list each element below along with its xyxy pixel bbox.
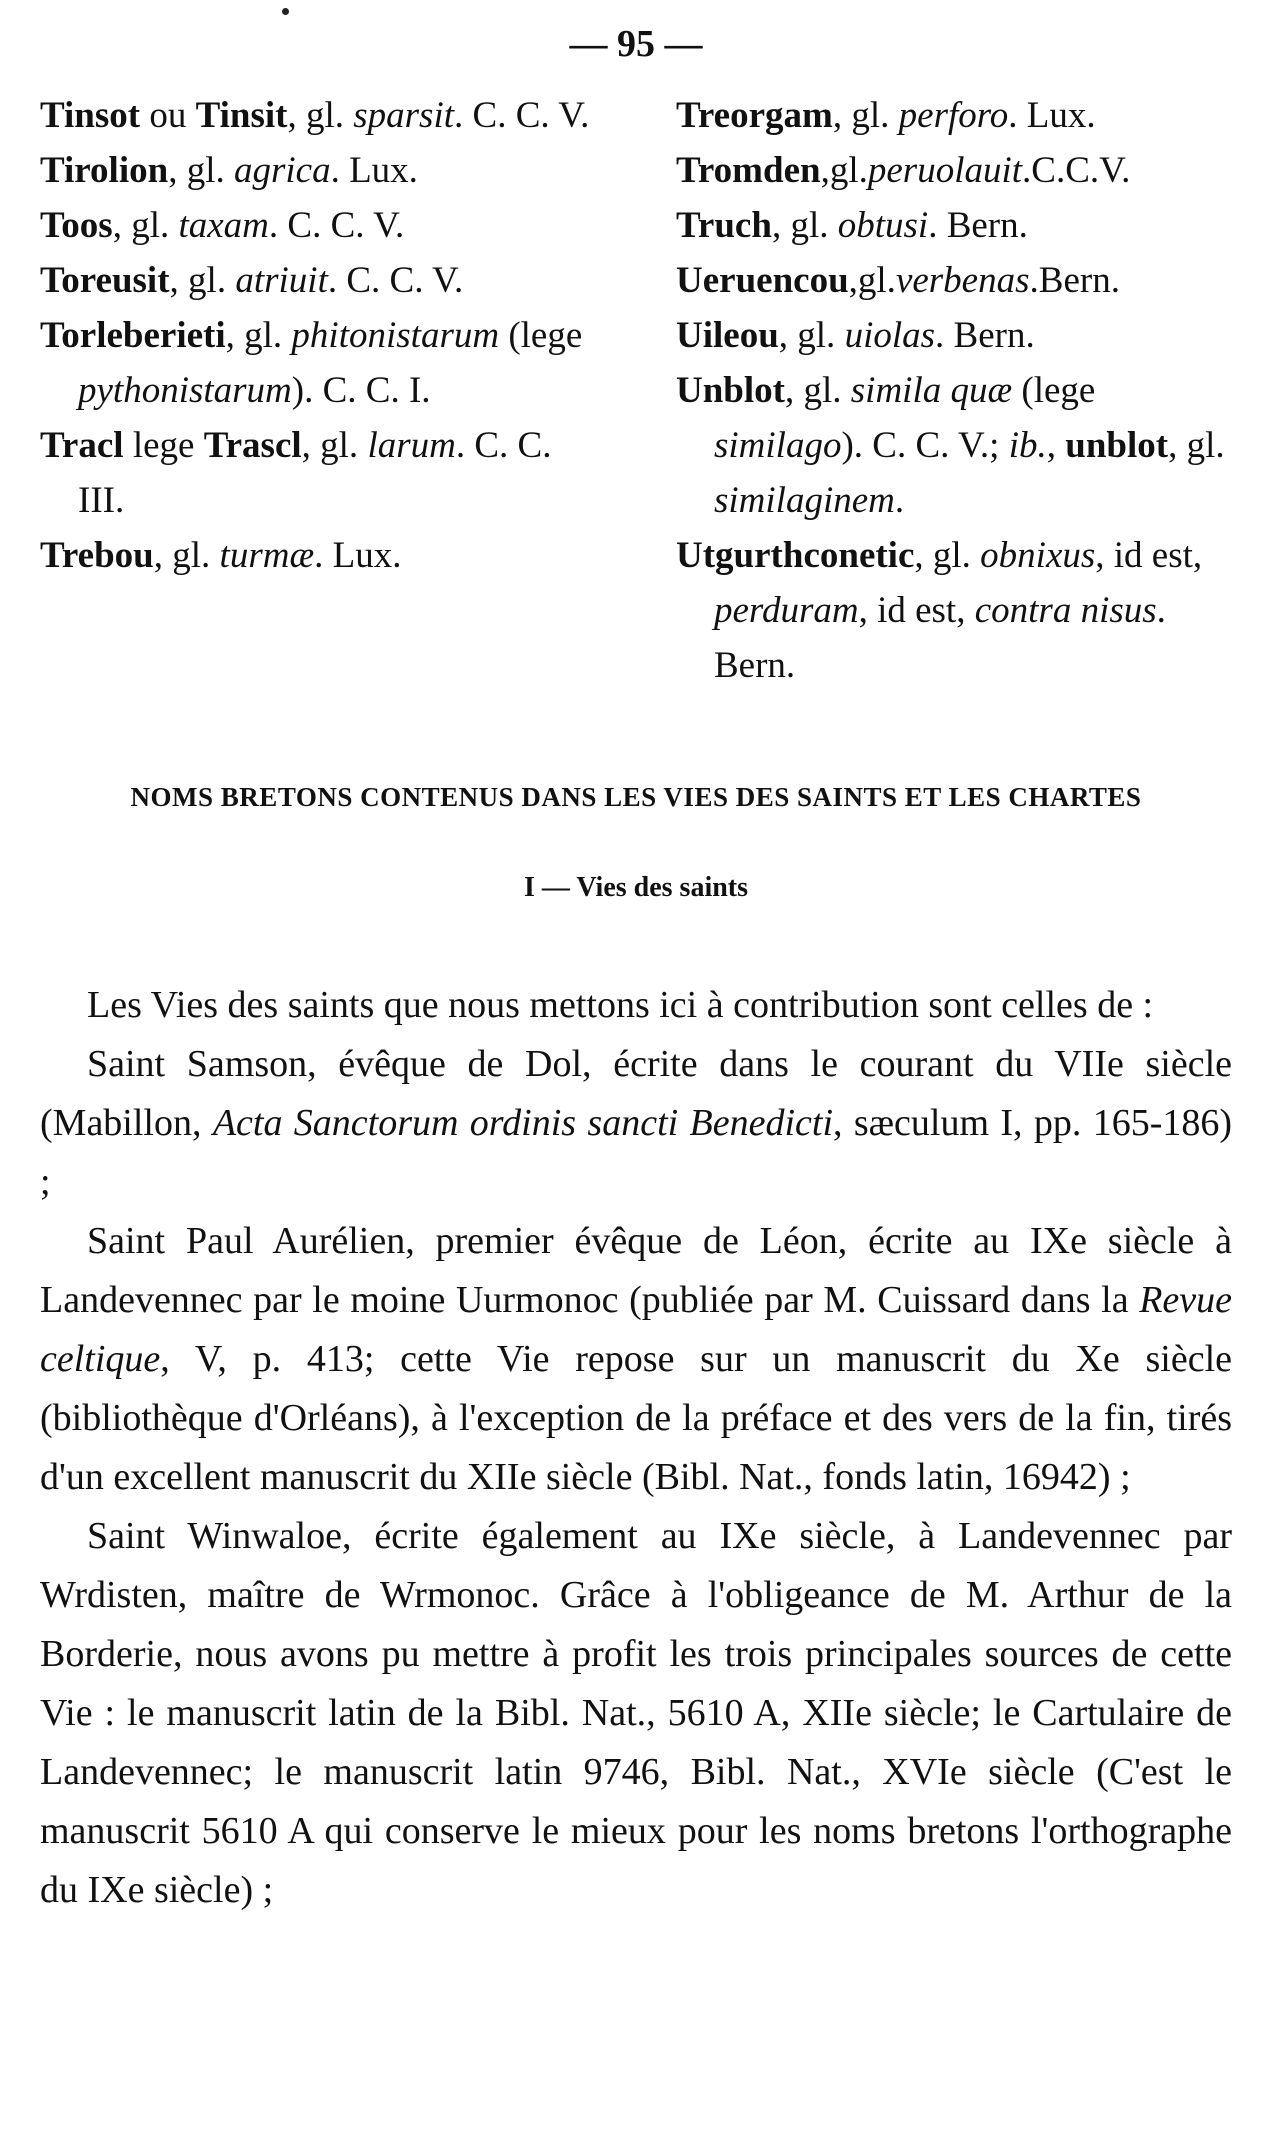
glossary-entry: Tinsot ou Tinsit, gl. sparsit. C. C. V. [40, 95, 590, 136]
glossary-entry: Uileou, gl. uiolas. Bern. [676, 315, 1035, 356]
glossary-entry: Utgurthconetic, gl. obnixus, id est, perduram, id est, contra nisus. Bern. [676, 535, 1203, 686]
glossary-left-column [40, 88, 605, 693]
glossary-entry: Unblot, gl. simila quæ (lege similago). C. C. V.; ib., unblot, gl. similaginem. [676, 370, 1225, 521]
paragraph: Saint Paul Aurélien, premier évêque de Léon, écrite au IXe siècle à Landevennec par le moine Uurmonoc (publiée par M. Cuissard dans la Revue celtique, V, p. 413; cette Vie repose sur un manuscrit du Xe siècle (bibliothèque d'Orléans), à l'exception de la préface et des vers de la fin, tirés d'un excellent manuscrit du XIIe siècle (Bibl. Nat., fonds latin, 16942) ; [40, 1220, 1232, 1498]
glossary-entry: Tirolion, gl. agrica. Lux. [40, 150, 418, 191]
section-title: NOMS BRETONS CONTENUS DANS LES VIES DES SAINTS ET LES CHARTES [130, 782, 1142, 812]
paragraph: Les Vies des saints que nous mettons ici à contribution sont celles de : [87, 984, 1154, 1026]
subsection-title: I — Vies des saints [523, 872, 749, 903]
page-number: — 95 — [569, 23, 703, 65]
glossary-right-column [676, 88, 1232, 693]
glossary-entry: Toos, gl. taxam. C. C. V. [40, 205, 405, 246]
glossary-entry: Tromden,gl.peruolauit.C.C.V. [676, 150, 1131, 191]
glossary-entry: Tracl lege Trascl, gl. larum. C. C. III. [40, 425, 552, 521]
glossary-entry: Truch, gl. obtusi. Bern. [676, 205, 1028, 246]
glossary-entry: Toreusit, gl. atriuit. C. C. V. [40, 260, 464, 301]
glossary-entry: Torleberieti, gl. phitonistarum (lege pythonistarum). C. C. I. [40, 315, 583, 411]
glossary-columns [40, 88, 1232, 693]
glossary-entry: Trebou, gl. turmæ. Lux. [40, 535, 402, 576]
glossary-entry: Treorgam, gl. perforo. Lux. [676, 95, 1096, 136]
body-text [40, 976, 1232, 1920]
glossary-entry: Ueruencou,gl.verbenas.Bern. [676, 260, 1120, 301]
paragraph: Saint Samson, évêque de Dol, écrite dans le courant du VIIe siècle (Mabillon, Acta Sanctorum ordinis sancti Benedicti, sæculum I, pp. 165-186) ; [40, 1043, 1233, 1203]
paragraph: Saint Winwaloe, écrite également au IXe siècle, à Landevennec par Wrdisten, maître de Wrmonoc. Grâce à l'obligeance de M. Arthur de la Borderie, nous avons pu mettre à profit les trois principales sources de cette Vie : le manuscrit latin de la Bibl. Nat., 5610 A, XIIe siècle; le Cartulaire de Landevennec; le manuscrit latin 9746, Bibl. Nat., XVIe siècle (C'est le manuscrit 5610 A qui conserve le mieux pour les noms bretons l'orthographe du IXe siècle) ; [40, 1515, 1232, 1911]
ink-speck [282, 8, 289, 15]
